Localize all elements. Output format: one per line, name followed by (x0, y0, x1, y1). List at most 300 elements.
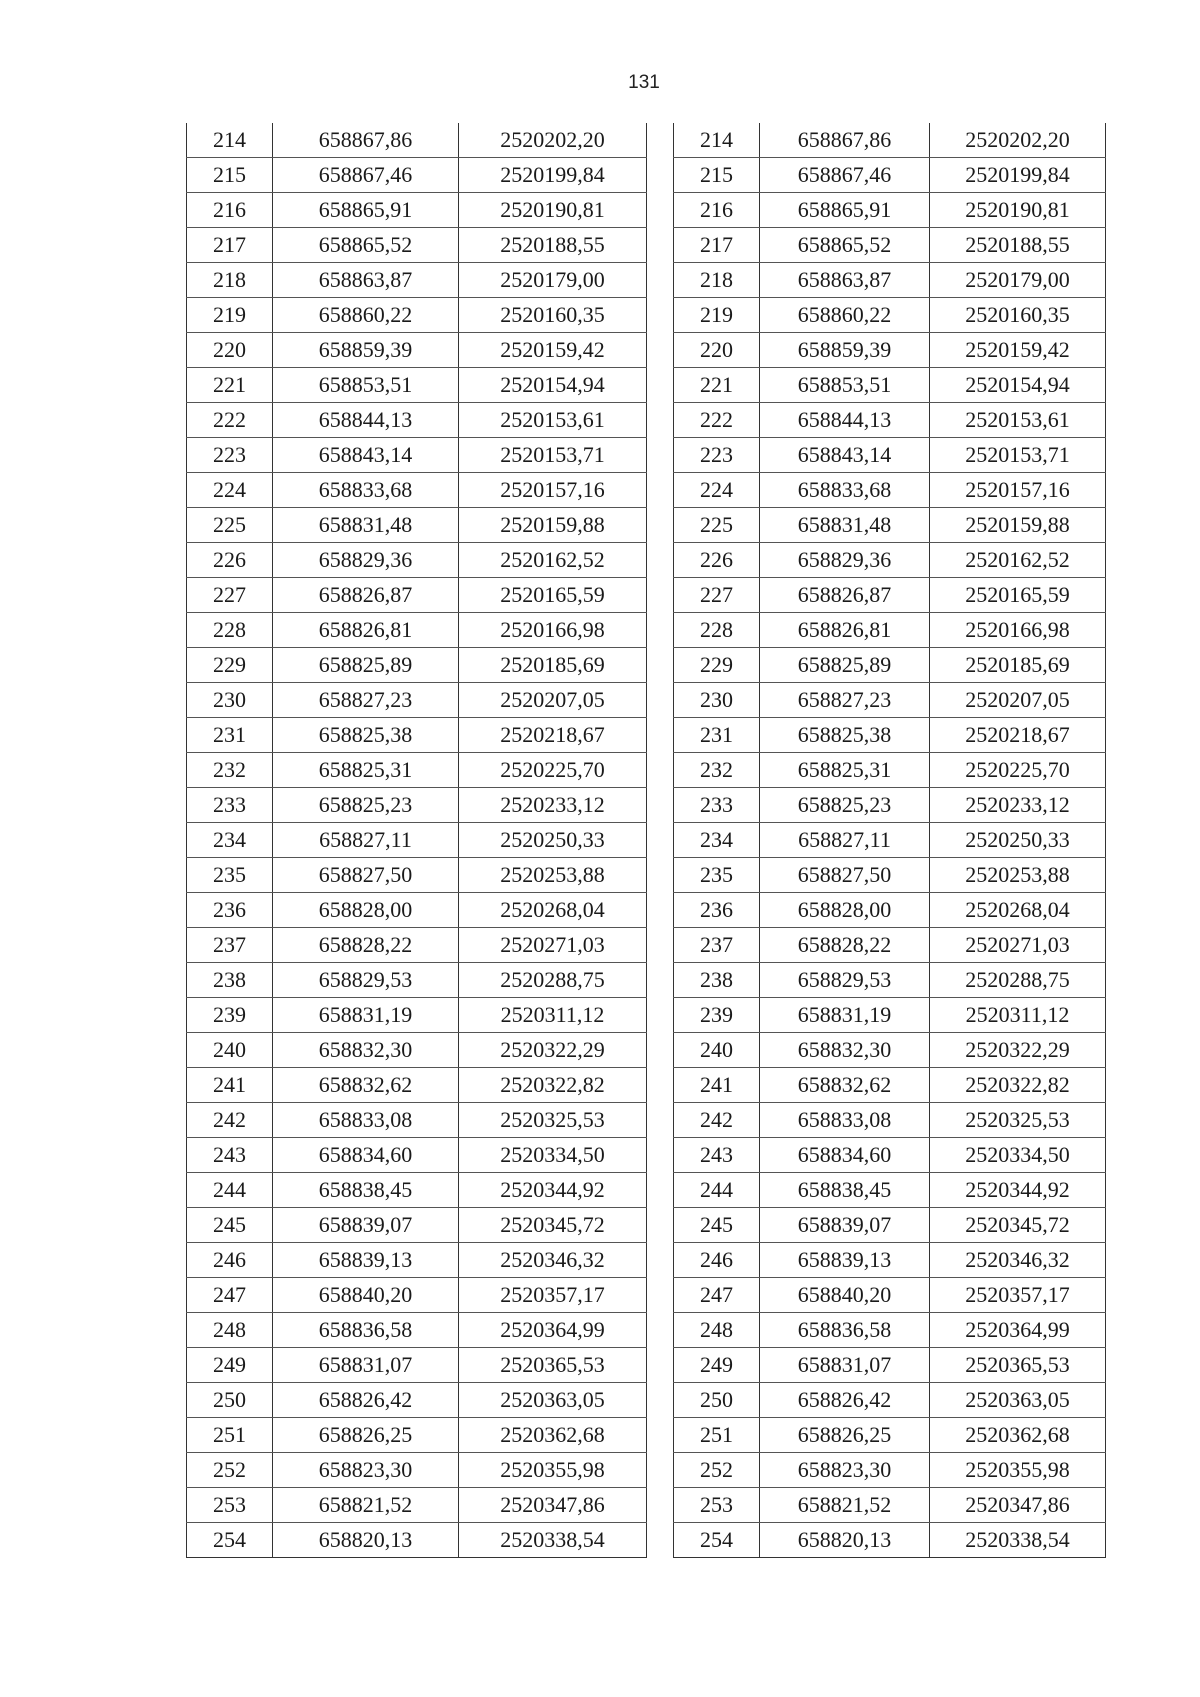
point-number-cell: 245 (187, 1208, 273, 1243)
x-coordinate-cell: 658829,36 (760, 543, 930, 578)
table-row (674, 1418, 1106, 1453)
point-number-cell: 224 (187, 473, 273, 508)
point-number-cell: 228 (674, 613, 760, 648)
point-number-cell: 249 (674, 1348, 760, 1383)
y-coordinate-cell: 2520338,54 (930, 1523, 1106, 1558)
point-number-cell: 252 (187, 1453, 273, 1488)
x-coordinate-cell: 658865,91 (273, 193, 459, 228)
table-row (674, 1103, 1106, 1138)
y-coordinate-cell: 2520153,71 (459, 438, 647, 473)
table-row (187, 928, 647, 963)
table-row (187, 228, 647, 263)
x-coordinate-cell: 658827,50 (760, 858, 930, 893)
point-number-cell: 217 (187, 228, 273, 263)
table-row (674, 1243, 1106, 1278)
x-coordinate-cell: 658853,51 (760, 368, 930, 403)
y-coordinate-cell: 2520365,53 (459, 1348, 647, 1383)
y-coordinate-cell: 2520154,94 (459, 368, 647, 403)
y-coordinate-cell: 2520157,16 (459, 473, 647, 508)
y-coordinate-cell: 2520218,67 (930, 718, 1106, 753)
x-coordinate-cell: 658831,48 (760, 508, 930, 543)
point-number-cell: 241 (187, 1068, 273, 1103)
point-number-cell: 244 (187, 1173, 273, 1208)
point-number-cell: 243 (187, 1138, 273, 1173)
x-coordinate-cell: 658825,38 (760, 718, 930, 753)
x-coordinate-cell: 658867,86 (273, 123, 459, 158)
point-number-cell: 226 (187, 543, 273, 578)
table-row (674, 123, 1106, 158)
table-row (187, 1348, 647, 1383)
y-coordinate-cell: 2520363,05 (930, 1383, 1106, 1418)
table-row (187, 1033, 647, 1068)
point-number-cell: 254 (674, 1523, 760, 1558)
point-number-cell: 221 (674, 368, 760, 403)
point-number-cell: 239 (674, 998, 760, 1033)
y-coordinate-cell: 2520288,75 (930, 963, 1106, 998)
y-coordinate-cell: 2520162,52 (459, 543, 647, 578)
x-coordinate-cell: 658825,31 (273, 753, 459, 788)
x-coordinate-cell: 658838,45 (273, 1173, 459, 1208)
y-coordinate-cell: 2520288,75 (459, 963, 647, 998)
table-row (187, 683, 647, 718)
point-number-cell: 234 (674, 823, 760, 858)
x-coordinate-cell: 658825,89 (760, 648, 930, 683)
table-row (674, 998, 1106, 1033)
table-row (674, 1068, 1106, 1103)
x-coordinate-cell: 658843,14 (273, 438, 459, 473)
y-coordinate-cell: 2520322,29 (459, 1033, 647, 1068)
y-coordinate-cell: 2520365,53 (930, 1348, 1106, 1383)
table-row (674, 683, 1106, 718)
x-coordinate-cell: 658863,87 (760, 263, 930, 298)
x-coordinate-cell: 658825,38 (273, 718, 459, 753)
y-coordinate-cell: 2520346,32 (930, 1243, 1106, 1278)
y-coordinate-cell: 2520346,32 (459, 1243, 647, 1278)
table-body (187, 123, 647, 1558)
table-row (187, 613, 647, 648)
y-coordinate-cell: 2520345,72 (930, 1208, 1106, 1243)
y-coordinate-cell: 2520355,98 (930, 1453, 1106, 1488)
point-number-cell: 253 (187, 1488, 273, 1523)
point-number-cell: 247 (187, 1278, 273, 1313)
x-coordinate-cell: 658828,22 (760, 928, 930, 963)
x-coordinate-cell: 658826,81 (760, 613, 930, 648)
point-number-cell: 219 (674, 298, 760, 333)
point-number-cell: 234 (187, 823, 273, 858)
y-coordinate-cell: 2520311,12 (459, 998, 647, 1033)
table-row (187, 263, 647, 298)
x-coordinate-cell: 658838,45 (760, 1173, 930, 1208)
point-number-cell: 229 (187, 648, 273, 683)
y-coordinate-cell: 2520188,55 (459, 228, 647, 263)
point-number-cell: 231 (674, 718, 760, 753)
point-number-cell: 242 (674, 1103, 760, 1138)
y-coordinate-cell: 2520157,16 (930, 473, 1106, 508)
x-coordinate-cell: 658827,23 (273, 683, 459, 718)
x-coordinate-cell: 658825,23 (760, 788, 930, 823)
x-coordinate-cell: 658826,87 (760, 578, 930, 613)
point-number-cell: 238 (187, 963, 273, 998)
point-number-cell: 235 (674, 858, 760, 893)
table-row (187, 1418, 647, 1453)
point-number-cell: 252 (674, 1453, 760, 1488)
table-row (674, 263, 1106, 298)
y-coordinate-cell: 2520207,05 (459, 683, 647, 718)
table-row (187, 1383, 647, 1418)
x-coordinate-cell: 658831,07 (273, 1348, 459, 1383)
y-coordinate-cell: 2520325,53 (459, 1103, 647, 1138)
point-number-cell: 233 (187, 788, 273, 823)
table-row (674, 858, 1106, 893)
x-coordinate-cell: 658853,51 (273, 368, 459, 403)
x-coordinate-cell: 658820,13 (760, 1523, 930, 1558)
x-coordinate-cell: 658843,14 (760, 438, 930, 473)
x-coordinate-cell: 658833,68 (760, 473, 930, 508)
point-number-cell: 250 (674, 1383, 760, 1418)
point-number-cell: 226 (674, 543, 760, 578)
point-number-cell: 246 (187, 1243, 273, 1278)
table-row (674, 438, 1106, 473)
y-coordinate-cell: 2520225,70 (930, 753, 1106, 788)
table-row (674, 718, 1106, 753)
table-row (187, 998, 647, 1033)
x-coordinate-cell: 658865,52 (760, 228, 930, 263)
x-coordinate-cell: 658828,22 (273, 928, 459, 963)
y-coordinate-cell: 2520334,50 (459, 1138, 647, 1173)
y-coordinate-cell: 2520162,52 (930, 543, 1106, 578)
point-number-cell: 217 (674, 228, 760, 263)
y-coordinate-cell: 2520179,00 (459, 263, 647, 298)
table-row (674, 1453, 1106, 1488)
x-coordinate-cell: 658833,08 (760, 1103, 930, 1138)
point-number-cell: 223 (674, 438, 760, 473)
table-row (674, 1278, 1106, 1313)
point-number-cell: 225 (674, 508, 760, 543)
y-coordinate-cell: 2520334,50 (930, 1138, 1106, 1173)
point-number-cell: 227 (187, 578, 273, 613)
table-row (674, 788, 1106, 823)
y-coordinate-cell: 2520322,29 (930, 1033, 1106, 1068)
x-coordinate-cell: 658828,00 (760, 893, 930, 928)
point-number-cell: 228 (187, 613, 273, 648)
y-coordinate-cell: 2520322,82 (459, 1068, 647, 1103)
y-coordinate-cell: 2520357,17 (459, 1278, 647, 1313)
y-coordinate-cell: 2520159,42 (930, 333, 1106, 368)
point-number-cell: 229 (674, 648, 760, 683)
table-row (674, 1138, 1106, 1173)
point-number-cell: 236 (187, 893, 273, 928)
table-row (187, 753, 647, 788)
y-coordinate-cell: 2520268,04 (459, 893, 647, 928)
y-coordinate-cell: 2520207,05 (930, 683, 1106, 718)
x-coordinate-cell: 658831,48 (273, 508, 459, 543)
point-number-cell: 218 (674, 263, 760, 298)
x-coordinate-cell: 658863,87 (273, 263, 459, 298)
point-number-cell: 220 (187, 333, 273, 368)
y-coordinate-cell: 2520166,98 (459, 613, 647, 648)
x-coordinate-cell: 658832,62 (273, 1068, 459, 1103)
table-row (187, 1243, 647, 1278)
y-coordinate-cell: 2520153,61 (459, 403, 647, 438)
point-number-cell: 247 (674, 1278, 760, 1313)
x-coordinate-cell: 658829,36 (273, 543, 459, 578)
table-row (674, 578, 1106, 613)
table-row (674, 893, 1106, 928)
y-coordinate-cell: 2520159,88 (930, 508, 1106, 543)
point-number-cell: 240 (187, 1033, 273, 1068)
y-coordinate-cell: 2520154,94 (930, 368, 1106, 403)
x-coordinate-cell: 658831,19 (273, 998, 459, 1033)
point-number-cell: 222 (187, 403, 273, 438)
y-coordinate-cell: 2520165,59 (459, 578, 647, 613)
table-row (187, 543, 647, 578)
y-coordinate-cell: 2520233,12 (459, 788, 647, 823)
table-row (674, 1383, 1106, 1418)
x-coordinate-cell: 658859,39 (760, 333, 930, 368)
y-coordinate-cell: 2520185,69 (459, 648, 647, 683)
y-coordinate-cell: 2520250,33 (459, 823, 647, 858)
point-number-cell: 248 (187, 1313, 273, 1348)
y-coordinate-cell: 2520344,92 (930, 1173, 1106, 1208)
x-coordinate-cell: 658867,46 (760, 158, 930, 193)
point-number-cell: 249 (187, 1348, 273, 1383)
table-row (187, 1313, 647, 1348)
table-row (187, 298, 647, 333)
point-number-cell: 215 (674, 158, 760, 193)
x-coordinate-cell: 658859,39 (273, 333, 459, 368)
x-coordinate-cell: 658844,13 (273, 403, 459, 438)
x-coordinate-cell: 658865,91 (760, 193, 930, 228)
x-coordinate-cell: 658834,60 (760, 1138, 930, 1173)
table-row (187, 1523, 647, 1558)
point-number-cell: 214 (674, 123, 760, 158)
x-coordinate-cell: 658832,30 (273, 1033, 459, 1068)
point-number-cell: 237 (674, 928, 760, 963)
y-coordinate-cell: 2520355,98 (459, 1453, 647, 1488)
table-row (674, 753, 1106, 788)
y-coordinate-cell: 2520271,03 (930, 928, 1106, 963)
table-row (187, 1138, 647, 1173)
y-coordinate-cell: 2520364,99 (459, 1313, 647, 1348)
y-coordinate-cell: 2520363,05 (459, 1383, 647, 1418)
y-coordinate-cell: 2520268,04 (930, 893, 1106, 928)
y-coordinate-cell: 2520253,88 (930, 858, 1106, 893)
y-coordinate-cell: 2520345,72 (459, 1208, 647, 1243)
x-coordinate-cell: 658867,86 (760, 123, 930, 158)
x-coordinate-cell: 658836,58 (273, 1313, 459, 1348)
y-coordinate-cell: 2520253,88 (459, 858, 647, 893)
point-number-cell: 254 (187, 1523, 273, 1558)
coordinates-table-right (673, 123, 1106, 1558)
x-coordinate-cell: 658860,22 (760, 298, 930, 333)
x-coordinate-cell: 658831,07 (760, 1348, 930, 1383)
table-row (187, 193, 647, 228)
table-row (674, 1523, 1106, 1558)
x-coordinate-cell: 658827,50 (273, 858, 459, 893)
point-number-cell: 231 (187, 718, 273, 753)
y-coordinate-cell: 2520344,92 (459, 1173, 647, 1208)
table-row (187, 1173, 647, 1208)
y-coordinate-cell: 2520233,12 (930, 788, 1106, 823)
table-row (674, 228, 1106, 263)
table-row (187, 123, 647, 158)
point-number-cell: 250 (187, 1383, 273, 1418)
point-number-cell: 238 (674, 963, 760, 998)
x-coordinate-cell: 658826,87 (273, 578, 459, 613)
point-number-cell: 243 (674, 1138, 760, 1173)
x-coordinate-cell: 658823,30 (760, 1453, 930, 1488)
y-coordinate-cell: 2520271,03 (459, 928, 647, 963)
x-coordinate-cell: 658821,52 (760, 1488, 930, 1523)
table-row (187, 858, 647, 893)
table-body (674, 123, 1106, 1558)
table-row (187, 1208, 647, 1243)
y-coordinate-cell: 2520202,20 (930, 123, 1106, 158)
x-coordinate-cell: 658829,53 (760, 963, 930, 998)
table-row (674, 823, 1106, 858)
y-coordinate-cell: 2520153,61 (930, 403, 1106, 438)
table-row (674, 473, 1106, 508)
x-coordinate-cell: 658865,52 (273, 228, 459, 263)
point-number-cell: 253 (674, 1488, 760, 1523)
table-row (674, 613, 1106, 648)
point-number-cell: 237 (187, 928, 273, 963)
table-row (187, 648, 647, 683)
x-coordinate-cell: 658831,19 (760, 998, 930, 1033)
x-coordinate-cell: 658825,23 (273, 788, 459, 823)
x-coordinate-cell: 658823,30 (273, 1453, 459, 1488)
point-number-cell: 232 (674, 753, 760, 788)
y-coordinate-cell: 2520199,84 (459, 158, 647, 193)
y-coordinate-cell: 2520185,69 (930, 648, 1106, 683)
point-number-cell: 235 (187, 858, 273, 893)
x-coordinate-cell: 658836,58 (760, 1313, 930, 1348)
point-number-cell: 225 (187, 508, 273, 543)
point-number-cell: 227 (674, 578, 760, 613)
y-coordinate-cell: 2520188,55 (930, 228, 1106, 263)
table-row (187, 893, 647, 928)
x-coordinate-cell: 658839,13 (273, 1243, 459, 1278)
y-coordinate-cell: 2520322,82 (930, 1068, 1106, 1103)
y-coordinate-cell: 2520250,33 (930, 823, 1106, 858)
x-coordinate-cell: 658833,08 (273, 1103, 459, 1138)
point-number-cell: 216 (674, 193, 760, 228)
x-coordinate-cell: 658829,53 (273, 963, 459, 998)
table-row (187, 823, 647, 858)
point-number-cell: 242 (187, 1103, 273, 1138)
table-row (187, 578, 647, 613)
y-coordinate-cell: 2520160,35 (459, 298, 647, 333)
point-number-cell: 230 (674, 683, 760, 718)
point-number-cell: 219 (187, 298, 273, 333)
y-coordinate-cell: 2520199,84 (930, 158, 1106, 193)
y-coordinate-cell: 2520160,35 (930, 298, 1106, 333)
y-coordinate-cell: 2520159,42 (459, 333, 647, 368)
y-coordinate-cell: 2520190,81 (930, 193, 1106, 228)
table-row (674, 508, 1106, 543)
point-number-cell: 220 (674, 333, 760, 368)
table-row (674, 928, 1106, 963)
point-number-cell: 244 (674, 1173, 760, 1208)
point-number-cell: 214 (187, 123, 273, 158)
table-row (674, 963, 1106, 998)
x-coordinate-cell: 658826,42 (760, 1383, 930, 1418)
table-row (674, 1173, 1106, 1208)
point-number-cell: 251 (187, 1418, 273, 1453)
point-number-cell: 251 (674, 1418, 760, 1453)
point-number-cell: 236 (674, 893, 760, 928)
x-coordinate-cell: 658840,20 (760, 1278, 930, 1313)
table-row (187, 1278, 647, 1313)
table-row (187, 368, 647, 403)
y-coordinate-cell: 2520225,70 (459, 753, 647, 788)
table-row (674, 403, 1106, 438)
x-coordinate-cell: 658839,07 (760, 1208, 930, 1243)
table-row (674, 1348, 1106, 1383)
y-coordinate-cell: 2520347,86 (930, 1488, 1106, 1523)
x-coordinate-cell: 658832,62 (760, 1068, 930, 1103)
y-coordinate-cell: 2520202,20 (459, 123, 647, 158)
point-number-cell: 218 (187, 263, 273, 298)
table-row (187, 473, 647, 508)
point-number-cell: 221 (187, 368, 273, 403)
table-row (674, 648, 1106, 683)
point-number-cell: 239 (187, 998, 273, 1033)
x-coordinate-cell: 658839,13 (760, 1243, 930, 1278)
table-row (187, 508, 647, 543)
page-number: 131 (628, 72, 660, 93)
point-number-cell: 246 (674, 1243, 760, 1278)
x-coordinate-cell: 658826,25 (273, 1418, 459, 1453)
table-row (187, 158, 647, 193)
x-coordinate-cell: 658828,00 (273, 893, 459, 928)
y-coordinate-cell: 2520165,59 (930, 578, 1106, 613)
table-row (674, 543, 1106, 578)
x-coordinate-cell: 658840,20 (273, 1278, 459, 1313)
y-coordinate-cell: 2520364,99 (930, 1313, 1106, 1348)
x-coordinate-cell: 658827,23 (760, 683, 930, 718)
x-coordinate-cell: 658867,46 (273, 158, 459, 193)
y-coordinate-cell: 2520179,00 (930, 263, 1106, 298)
x-coordinate-cell: 658826,25 (760, 1418, 930, 1453)
y-coordinate-cell: 2520190,81 (459, 193, 647, 228)
table-row (187, 963, 647, 998)
table-row (187, 403, 647, 438)
x-coordinate-cell: 658821,52 (273, 1488, 459, 1523)
y-coordinate-cell: 2520325,53 (930, 1103, 1106, 1138)
table-row (187, 1068, 647, 1103)
x-coordinate-cell: 658826,81 (273, 613, 459, 648)
x-coordinate-cell: 658825,89 (273, 648, 459, 683)
y-coordinate-cell: 2520153,71 (930, 438, 1106, 473)
table-row (187, 333, 647, 368)
table-row (187, 718, 647, 753)
table-row (187, 1103, 647, 1138)
point-number-cell: 240 (674, 1033, 760, 1068)
point-number-cell: 233 (674, 788, 760, 823)
table-row (674, 1208, 1106, 1243)
y-coordinate-cell: 2520218,67 (459, 718, 647, 753)
y-coordinate-cell: 2520357,17 (930, 1278, 1106, 1313)
point-number-cell: 248 (674, 1313, 760, 1348)
x-coordinate-cell: 658833,68 (273, 473, 459, 508)
point-number-cell: 222 (674, 403, 760, 438)
table-row (674, 193, 1106, 228)
point-number-cell: 230 (187, 683, 273, 718)
point-number-cell: 224 (674, 473, 760, 508)
point-number-cell: 232 (187, 753, 273, 788)
point-number-cell: 223 (187, 438, 273, 473)
